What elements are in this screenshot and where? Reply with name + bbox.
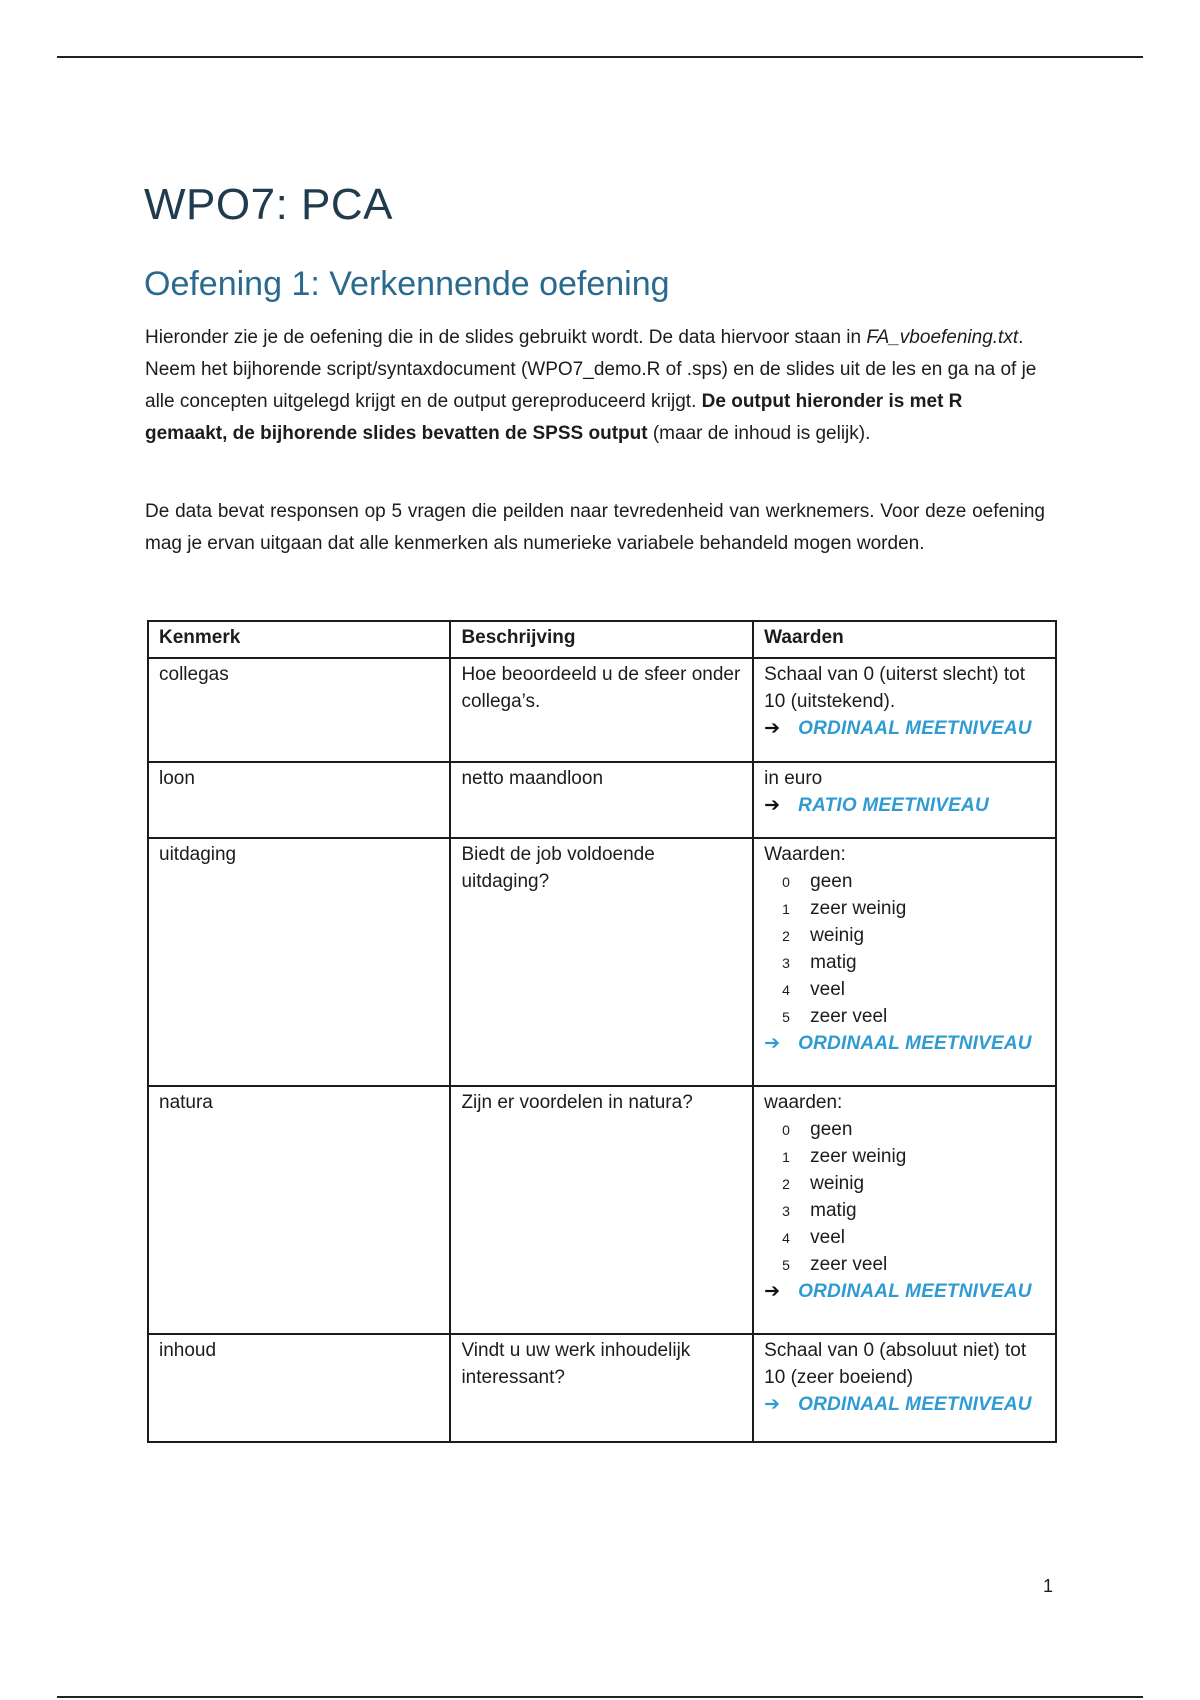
arrow-right-icon: ➔ (764, 1033, 781, 1054)
waarden-text: Waarden: (764, 844, 846, 865)
cell-waarden (753, 658, 1056, 762)
footer-rule (57, 1696, 1143, 1698)
measurement-level (764, 1278, 1045, 1305)
intro-part2: . Neem het bijhorende script/syntaxdocument (WPO7_demo.R of .sps) en de slides uit de les en ga na of je alle concepten uitgelegd krijgt en de output gereproduceerd krijgt. (145, 327, 1037, 412)
code-label: matig (810, 1200, 857, 1221)
cell-kenmerk: uitdaging (148, 838, 450, 1086)
list-item (782, 1170, 1045, 1197)
code-number: 1 (782, 1149, 790, 1165)
value-codes-list (764, 1116, 1045, 1278)
header-waarden: Waarden (753, 621, 1056, 658)
arrow-right-icon: ➔ (764, 718, 781, 739)
list-item (782, 1143, 1045, 1170)
header-kenmerk: Kenmerk (148, 621, 450, 658)
code-label: veel (810, 1227, 846, 1248)
code-label: zeer weinig (810, 898, 907, 919)
cell-kenmerk: natura (148, 1086, 450, 1334)
code-number: 3 (782, 955, 790, 971)
list-item (782, 1224, 1045, 1251)
waarden-text: Schaal van 0 (uiterst slecht) tot 10 (uitstekend). (764, 664, 1025, 712)
level-label: RATIO MEETNIVEAU (798, 795, 989, 816)
waarden-text: Schaal van 0 (absoluut niet) tot 10 (zeer boeiend) (764, 1340, 1027, 1388)
cell-kenmerk: loon (148, 762, 450, 838)
level-label: ORDINAAL MEETNIVEAU (798, 1394, 1032, 1415)
header-beschrijving: Beschrijving (450, 621, 753, 658)
cell-waarden (753, 1086, 1056, 1334)
measurement-level (764, 715, 1045, 742)
code-number: 3 (782, 1203, 790, 1219)
list-item (782, 895, 1045, 922)
intro-paragraph (145, 322, 1045, 450)
level-label: ORDINAAL MEETNIVEAU (798, 1033, 1032, 1054)
section-heading: Oefening 1: Verkennende oefening (144, 265, 670, 303)
cell-beschrijving: netto maandloon (450, 762, 753, 838)
code-number: 2 (782, 1176, 790, 1192)
code-number: 0 (782, 874, 790, 890)
page-title: WPO7: PCA (144, 180, 393, 229)
intro-part3: (maar de inhoud is gelijk). (652, 423, 871, 444)
code-label: matig (810, 952, 857, 973)
code-label: geen (810, 871, 853, 892)
table-row (148, 762, 1056, 838)
list-item (782, 1116, 1045, 1143)
table-row (148, 838, 1056, 1086)
code-number: 5 (782, 1009, 790, 1025)
intro-part1: Hieronder zie je de oefening die in de slides gebruikt wordt. De data hiervoor staan in (145, 327, 862, 348)
arrow-right-icon: ➔ (764, 1394, 781, 1415)
measurement-level (764, 792, 1045, 819)
code-label: veel (810, 979, 846, 1000)
table-row (148, 1086, 1056, 1334)
code-number: 4 (782, 1230, 790, 1246)
code-label: zeer veel (810, 1254, 888, 1275)
list-item (782, 868, 1045, 895)
cell-beschrijving: Hoe beoordeeld u de sfeer onder collega’s. (450, 658, 753, 762)
cell-waarden (753, 762, 1056, 838)
measurement-level (764, 1030, 1045, 1057)
list-item (782, 1251, 1045, 1278)
code-label: zeer weinig (810, 1146, 907, 1167)
data-filename: FA_vboefening.txt (866, 327, 1019, 348)
cell-kenmerk: inhoud (148, 1334, 450, 1442)
cell-beschrijving: Vindt u uw werk inhoudelijk interessant? (450, 1334, 753, 1442)
intro-bold-note: De output hieronder is met R gemaakt, de bijhorende slides bevatten de SPSS output (145, 391, 963, 444)
code-number: 0 (782, 1122, 790, 1138)
cell-beschrijving: Biedt de job voldoende uitdaging? (450, 838, 753, 1086)
code-number: 2 (782, 928, 790, 944)
level-label: ORDINAAL MEETNIVEAU (798, 718, 1032, 739)
value-codes-list (764, 868, 1045, 1030)
list-item (782, 1003, 1045, 1030)
table-row (148, 658, 1056, 762)
header-rule (57, 56, 1143, 58)
waarden-text: in euro (764, 768, 823, 789)
table-header-row (148, 621, 1056, 658)
cell-waarden (753, 1334, 1056, 1442)
waarden-text: waarden: (764, 1092, 843, 1113)
arrow-right-icon: ➔ (764, 1281, 781, 1302)
page-number: 1 (1043, 1576, 1054, 1596)
code-label: zeer veel (810, 1006, 888, 1027)
table-row (148, 1334, 1056, 1442)
list-item (782, 922, 1045, 949)
code-number: 1 (782, 901, 790, 917)
list-item (782, 1197, 1045, 1224)
measurement-level (764, 1391, 1045, 1418)
arrow-right-icon: ➔ (764, 795, 781, 816)
cell-kenmerk: collegas (148, 658, 450, 762)
code-label: geen (810, 1119, 853, 1140)
level-label: ORDINAAL MEETNIVEAU (798, 1281, 1032, 1302)
variables-table (147, 620, 1057, 1443)
cell-beschrijving: Zijn er voordelen in natura? (450, 1086, 753, 1334)
cell-waarden (753, 838, 1056, 1086)
code-number: 5 (782, 1257, 790, 1273)
code-label: weinig (810, 1173, 865, 1194)
list-item (782, 976, 1045, 1003)
code-label: weinig (810, 925, 865, 946)
list-item (782, 949, 1045, 976)
code-number: 4 (782, 982, 790, 998)
description-paragraph: De data bevat responsen op 5 vragen die peilden naar tevredenheid van werknemers. Voor deze oefening mag je ervan uitgaan dat alle kenmerken als numerieke variabele behandeld mogen worden. (145, 501, 1045, 554)
